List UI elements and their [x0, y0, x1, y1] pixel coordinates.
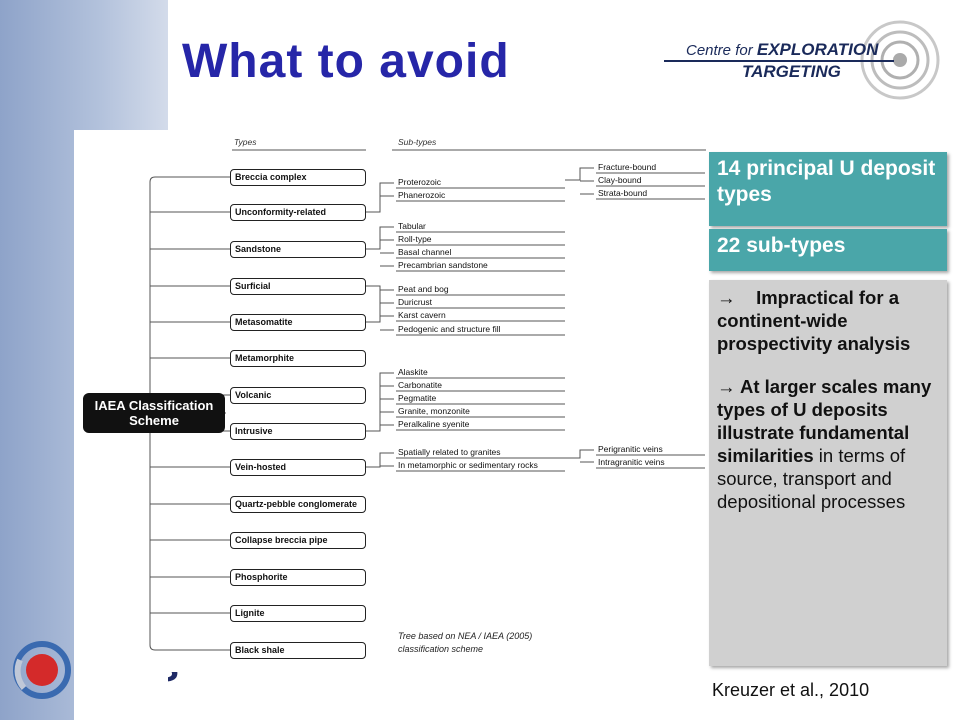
type-node: Metasomatite — [230, 314, 366, 331]
type-node: Phosphorite — [230, 569, 366, 586]
subtype-item: Pedogenic and structure fill — [398, 324, 501, 334]
subtype-item: Roll-type — [398, 234, 432, 244]
subtype-item: Clay-bound — [598, 175, 642, 185]
type-node: Sandstone — [230, 241, 366, 258]
note-impractical: → Impractical for a continent-wide prospectivity analysis — [717, 287, 911, 354]
type-node: Breccia complex — [230, 169, 366, 186]
subtype-item: Pegmatite — [398, 393, 437, 403]
subtype-item: Peat and bog — [398, 284, 449, 294]
subtype-item: Tabular — [398, 221, 426, 231]
subtype-item: Proterozoic — [398, 177, 441, 187]
type-node: Intrusive — [230, 423, 366, 440]
subtype-item: Strata-bound — [598, 188, 648, 198]
type-node: Unconformity-related — [230, 204, 366, 221]
type-node: Metamorphite — [230, 350, 366, 367]
type-node: Volcanic — [230, 387, 366, 404]
subtype-item: Precambrian sandstone — [398, 260, 488, 270]
arrow-icon: → — [717, 376, 736, 397]
logo-line2: TARGETING — [742, 62, 841, 81]
page-title: What to avoid — [182, 35, 510, 88]
subtype-item: Spatially related to granites — [398, 447, 501, 457]
type-node: Surficial — [230, 278, 366, 295]
note-similarities: → At larger scales many types of U deposits illustrate fundamental similarities in terms of source, transport and depositional processes — [717, 376, 932, 512]
notes-box — [709, 280, 947, 666]
type-node: Vein-hosted — [230, 459, 366, 476]
subtype-item: Peralkaline syenite — [398, 419, 470, 429]
type-node: Collapse breccia pipe — [230, 532, 366, 549]
subtype-item: Carbonatite — [398, 380, 442, 390]
diagram-caption: Tree based on NEA / IAEA (2005) classification scheme — [398, 631, 533, 654]
type-node: Lignite — [230, 605, 366, 622]
logo-line1: Centre for EXPLORATION — [686, 40, 879, 59]
subtypes-box: 22 sub-types — [709, 229, 947, 271]
subtype-item: Karst cavern — [398, 310, 446, 320]
subtype-item: Phanerozoic — [398, 190, 446, 200]
subtype-item: Intragranitic veins — [598, 457, 665, 467]
type-node: Quartz-pebble conglomerate — [230, 496, 366, 513]
subtype-item: In metamorphic or sedimentary rocks — [398, 460, 538, 470]
arrow-icon: → — [717, 287, 736, 308]
root-node: IAEA Classification Scheme — [83, 393, 225, 433]
subtype-item: Perigranitic veins — [598, 444, 663, 454]
reference-citation: Kreuzer et al., 2010 — [712, 680, 870, 700]
subtype-item: Duricrust — [398, 297, 433, 307]
subtype-item: Fracture-bound — [598, 162, 657, 172]
subtype-item: Alaskite — [398, 367, 428, 377]
type-node: Black shale — [230, 642, 366, 659]
subtype-item: Basal channel — [398, 247, 452, 257]
header-subtypes: Sub-types — [398, 137, 437, 147]
subtype-item: Granite, monzonite — [398, 406, 470, 416]
header-types: Types — [234, 137, 257, 147]
principal-types-box: 14 principal U deposit types — [709, 152, 947, 226]
